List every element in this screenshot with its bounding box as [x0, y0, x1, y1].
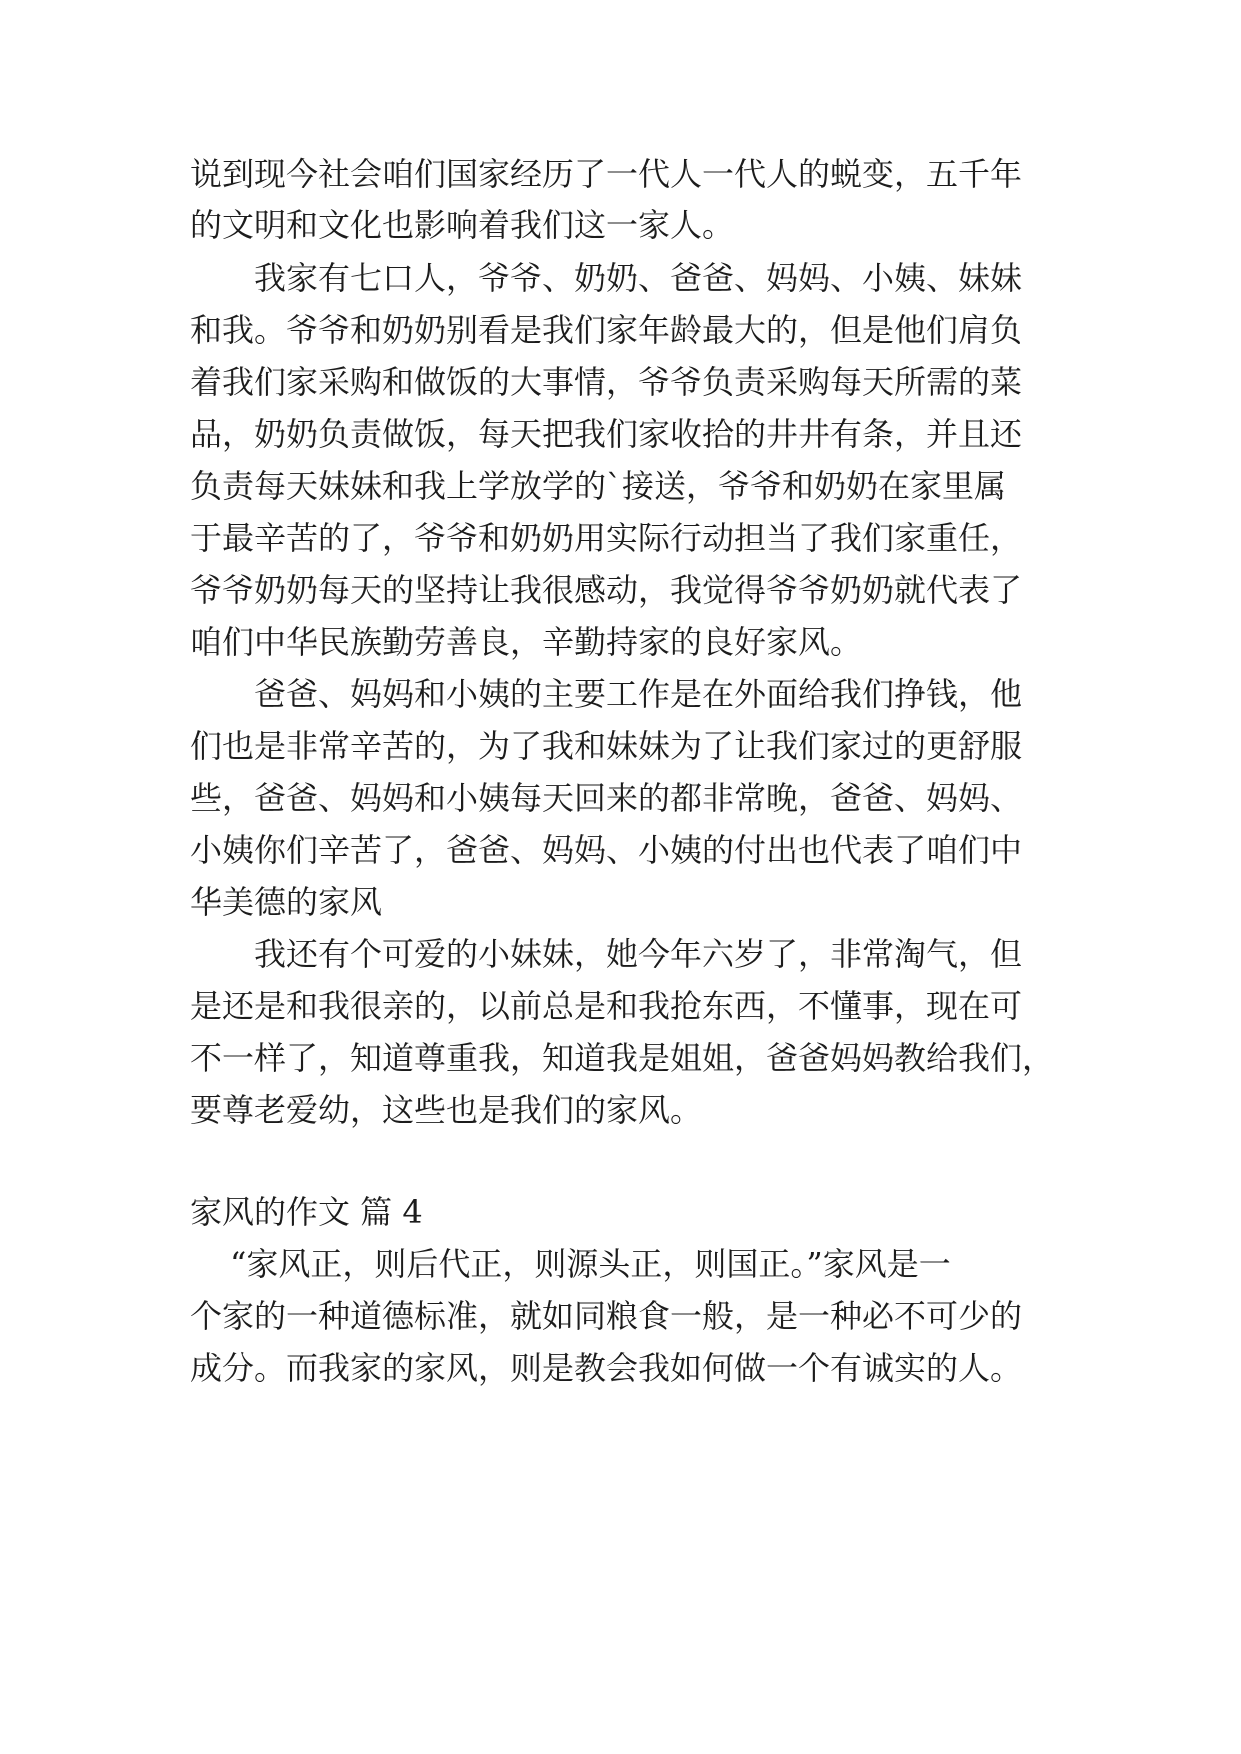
paragraph-first-line: 爸爸、妈妈和小姨的主要工作是在外面给我们挣钱，他: [254, 675, 1023, 713]
text-line: 负责每天妹妹和我上学放学的`接送，爷爷和奶奶在家里属: [190, 467, 1007, 505]
text-line: 个家的一种道德标准，就如同粮食一般，是一种必不可少的: [190, 1297, 1023, 1335]
text-line: 说到现今社会咱们国家经历了一代人一代人的蜕变，五千年: [190, 155, 1023, 193]
text-line: 要尊老爱幼，这些也是我们的家风。: [190, 1091, 703, 1129]
paragraph-first-line: 我还有个可爱的小妹妹，她今年六岁了，非常淘气，但: [254, 935, 1023, 973]
text-line: 于最辛苦的了，爷爷和奶奶用实际行动担当了我们家重任，: [190, 519, 1023, 557]
text-line: 的文明和文化也影响着我们这一家人。: [190, 206, 735, 244]
text-line: 们也是非常辛苦的，为了我和妹妹为了让我们家过的更舒服: [190, 727, 1023, 765]
text-line: 不一样了，知道尊重我，知道我是姐姐，爸爸妈妈教给我们，: [190, 1039, 1055, 1077]
section-heading: 家风的作文 篇 4: [190, 1193, 423, 1231]
text-line: 和我。爷爷和奶奶别看是我们家年龄最大的，但是他们肩负: [190, 311, 1023, 349]
text-line: 成分。而我家的家风，则是教会我如何做一个有诚实的人。: [190, 1349, 1023, 1387]
text-line: 爷爷奶奶每天的坚持让我很感动，我觉得爷爷奶奶就代表了: [190, 571, 1023, 609]
text-line: 是还是和我很亲的，以前总是和我抢东西，不懂事，现在可: [190, 987, 1023, 1025]
text-line: 华美德的家风: [190, 883, 383, 921]
text-line: 小姨你们辛苦了，爸爸、妈妈、小姨的付出也代表了咱们中: [190, 831, 1023, 869]
text-line: 品，奶奶负责做饭，每天把我们家收拾的井井有条，并且还: [190, 415, 1023, 453]
paragraph-first-line: “家风正，则后代正，则源头正，则国正。”家风是一: [230, 1245, 951, 1283]
text-line: 咱们中华民族勤劳善良，辛勤持家的良好家风。: [190, 623, 863, 661]
text-line: 着我们家采购和做饭的大事情，爷爷负责采购每天所需的菜: [190, 363, 1023, 401]
paragraph-first-line: 我家有七口人，爷爷、奶奶、爸爸、妈妈、小姨、妹妹: [254, 259, 1023, 297]
text-line: 些，爸爸、妈妈和小姨每天回来的都非常晚，爸爸、妈妈、: [190, 779, 1023, 817]
